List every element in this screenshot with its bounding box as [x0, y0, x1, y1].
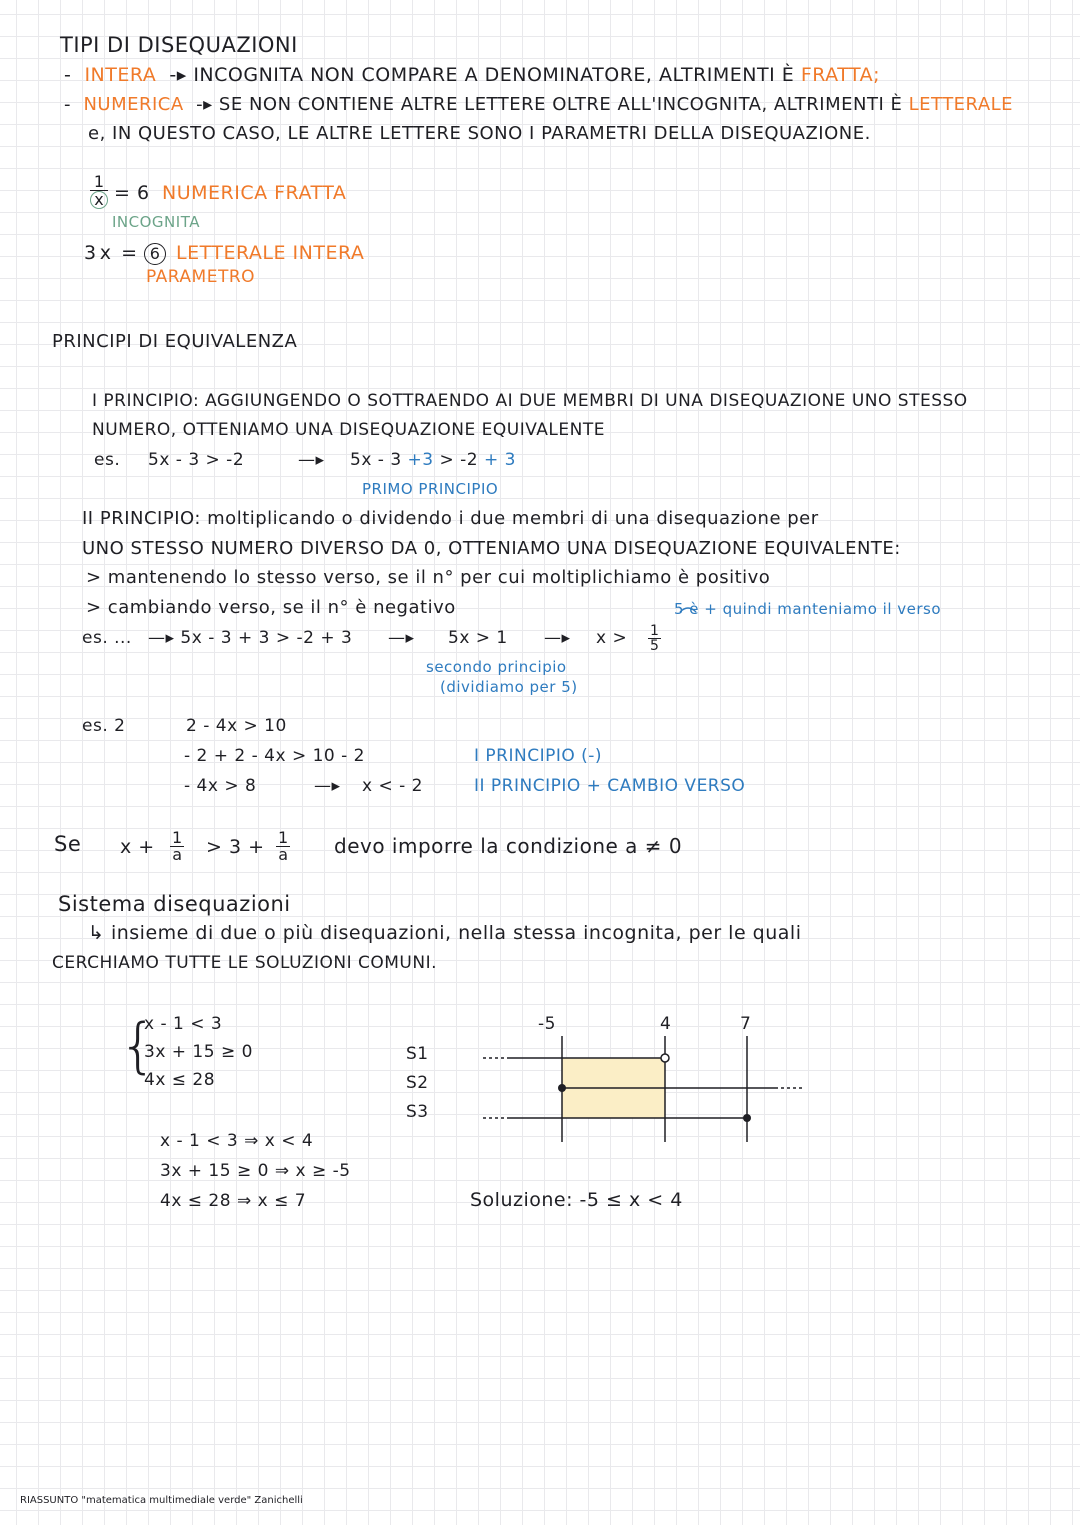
system-sol2: 3x + 15 ≥ 0 ⇒ x ≥ -5	[160, 1161, 351, 1181]
principle2-example-step1: —▸ 5x - 3 + 3 > -2 + 3	[148, 628, 353, 648]
system-brace: {	[119, 1011, 158, 1081]
system-eq3: 4x ≤ 28	[144, 1070, 216, 1090]
condition-text: devo imporre la condizione a ≠ 0	[334, 834, 683, 858]
system-definition-line1: ↳ insieme di due o più disequazioni, nella stessa incognita, per le quali	[88, 922, 802, 944]
principle2-example-step3: x >	[596, 628, 628, 648]
condition-fraction-2: $\frac{1}{a}$	[278, 828, 289, 864]
principle1-example-label: es.	[94, 450, 121, 470]
example-fraction: $\frac{1}{x}$	[90, 174, 108, 209]
principle2-line1: II PRINCIPIO: moltiplicando o dividendo i due membri di una disequazione per	[82, 508, 819, 529]
section-title-system: Sistema disequazioni	[58, 892, 291, 916]
example2-line3-note: II PRINCIPIO + CAMBIO VERSO	[474, 776, 746, 796]
example2-line1: 2 - 4x > 10	[186, 716, 287, 736]
principle1-line1: I PRINCIPIO: AGGIUNGENDO O SOTTRAENDO AI DUE MEMBRI DI UNA DISEQUAZIONE UNO STESSO	[92, 391, 968, 411]
example2-line2-note: I PRINCIPIO (-)	[474, 746, 603, 766]
example2-label: es. 2	[82, 716, 126, 736]
principle1-line2: NUMERO, OTTENIAMO UNA DISEQUAZIONE EQUIVALENTE	[92, 420, 605, 440]
system-s1: S1	[406, 1044, 429, 1064]
parametro-circle: 6	[144, 243, 166, 265]
condition-fraction-1: $\frac{1}{a}$	[172, 828, 183, 864]
text-numerica-continued: e, IN QUESTO CASO, LE ALTRE LETTERE SONO I PARAMETRI DELLA DISEQUAZIONE.	[88, 123, 871, 144]
example2-line3-arrow: —▸	[314, 776, 341, 796]
label-intera: INTERA	[84, 64, 157, 86]
example2-line3-result: x < - 2	[362, 776, 423, 796]
text-intera: INCOGNITA NON COMPARE A DENOMINATORE, ALTRIMENTI È	[193, 64, 795, 86]
condition-mid: > 3 +	[206, 836, 265, 858]
label-letterale: LETTERALE	[908, 94, 1014, 115]
system-sol1: x - 1 < 3 ⇒ x < 4	[160, 1131, 314, 1151]
open-point-4	[661, 1054, 669, 1062]
principle2-example-label: es. ...	[82, 628, 132, 648]
closed-point-7	[743, 1114, 751, 1122]
condition-lhs: x +	[120, 836, 155, 858]
label-numerica: NUMERICA	[83, 94, 184, 115]
principle2-note2: (dividiamo per 5)	[440, 678, 578, 696]
curved-arrow-icon	[680, 608, 696, 612]
principle2-note1: secondo principio	[426, 658, 567, 676]
example2-equation: 3 x = 6	[84, 242, 166, 265]
principle1-note: PRIMO PRINCIPIO	[362, 480, 499, 498]
system-eq2: 3x + 15 ≥ 0	[144, 1042, 253, 1062]
principle2-example-step2: 5x > 1	[448, 628, 508, 648]
system-solution: Soluzione: -5 ≤ x < 4	[470, 1189, 683, 1211]
tick-label-7: 7	[740, 1014, 752, 1034]
tick-label-minus5: -5	[538, 1014, 556, 1034]
example2-line2: - 2 + 2 - 4x > 10 - 2	[184, 746, 365, 766]
system-s3: S3	[406, 1102, 429, 1122]
principle1-arrow: —▸	[298, 450, 325, 470]
text-numerica: SE NON CONTIENE ALTRE LETTERE OLTRE ALL'INCOGNITA, ALTRIMENTI È	[218, 94, 903, 115]
principle2-arrow1: —▸	[388, 628, 415, 648]
list-item-numerica: - NUMERICA -▸ SE NON CONTIENE ALTRE LETTERE OLTRE ALL'INCOGNITA, ALTRIMENTI È LETTERALE	[64, 94, 1014, 115]
closed-point-minus5	[558, 1084, 566, 1092]
section-title-principles: PRINCIPI DI EQUIVALENZA	[52, 331, 298, 352]
incognita-x: x	[99, 242, 112, 264]
list-item-intera: - INTERA -▸ INCOGNITA NON COMPARE A DENOMINATORE, ALTRIMENTI È FRATTA;	[64, 64, 880, 86]
footer-source: RIASSUNTO "matematica multimediale verde" Zanichelli	[20, 1495, 303, 1506]
incognita-circle: x	[90, 191, 108, 209]
label-fratta: FRATTA;	[800, 64, 880, 86]
principle1-example-lhs: 5x - 3 > -2	[148, 450, 245, 470]
tick-label-4: 4	[660, 1014, 672, 1034]
incognita-label: INCOGNITA	[112, 213, 200, 231]
parametro-label: PARAMETRO	[146, 267, 256, 287]
condition-se: Se	[54, 832, 82, 856]
system-definition-line2: CERCHIAMO TUTTE LE SOLUZIONI COMUNI.	[52, 953, 437, 973]
example1-rhs: = 6	[114, 182, 150, 204]
principle2-side-note: 5 è + quindi manteniamo il verso	[674, 600, 942, 618]
example2-label: LETTERALE INTERA	[176, 242, 365, 264]
system-s2: S2	[406, 1073, 429, 1093]
system-eq1: x - 1 < 3	[144, 1014, 223, 1034]
example2-line3-lhs: - 4x > 8	[184, 776, 257, 796]
principle2-arrow2: —▸	[544, 628, 571, 648]
principle2-bullet2: > cambiando verso, se il n° è negativo	[86, 597, 456, 618]
principle2-bullet1: > mantenendo lo stesso verso, se il n° per cui moltiplichiamo è positivo	[86, 567, 771, 588]
principle2-line2: UNO STESSO NUMERO DIVERSO DA 0, OTTENIAMO UNA DISEQUAZIONE EQUIVALENTE:	[82, 538, 901, 559]
principle2-fraction: $\frac{1}{5}$	[650, 623, 659, 654]
system-sol3: 4x ≤ 28 ⇒ x ≤ 7	[160, 1191, 307, 1211]
section-title-types: TIPI DI DISEQUAZIONI	[60, 33, 298, 57]
principle1-example-result: 5x - 3 +3 > -2 + 3	[350, 450, 516, 470]
example1-label: NUMERICA FRATTA	[162, 182, 347, 204]
